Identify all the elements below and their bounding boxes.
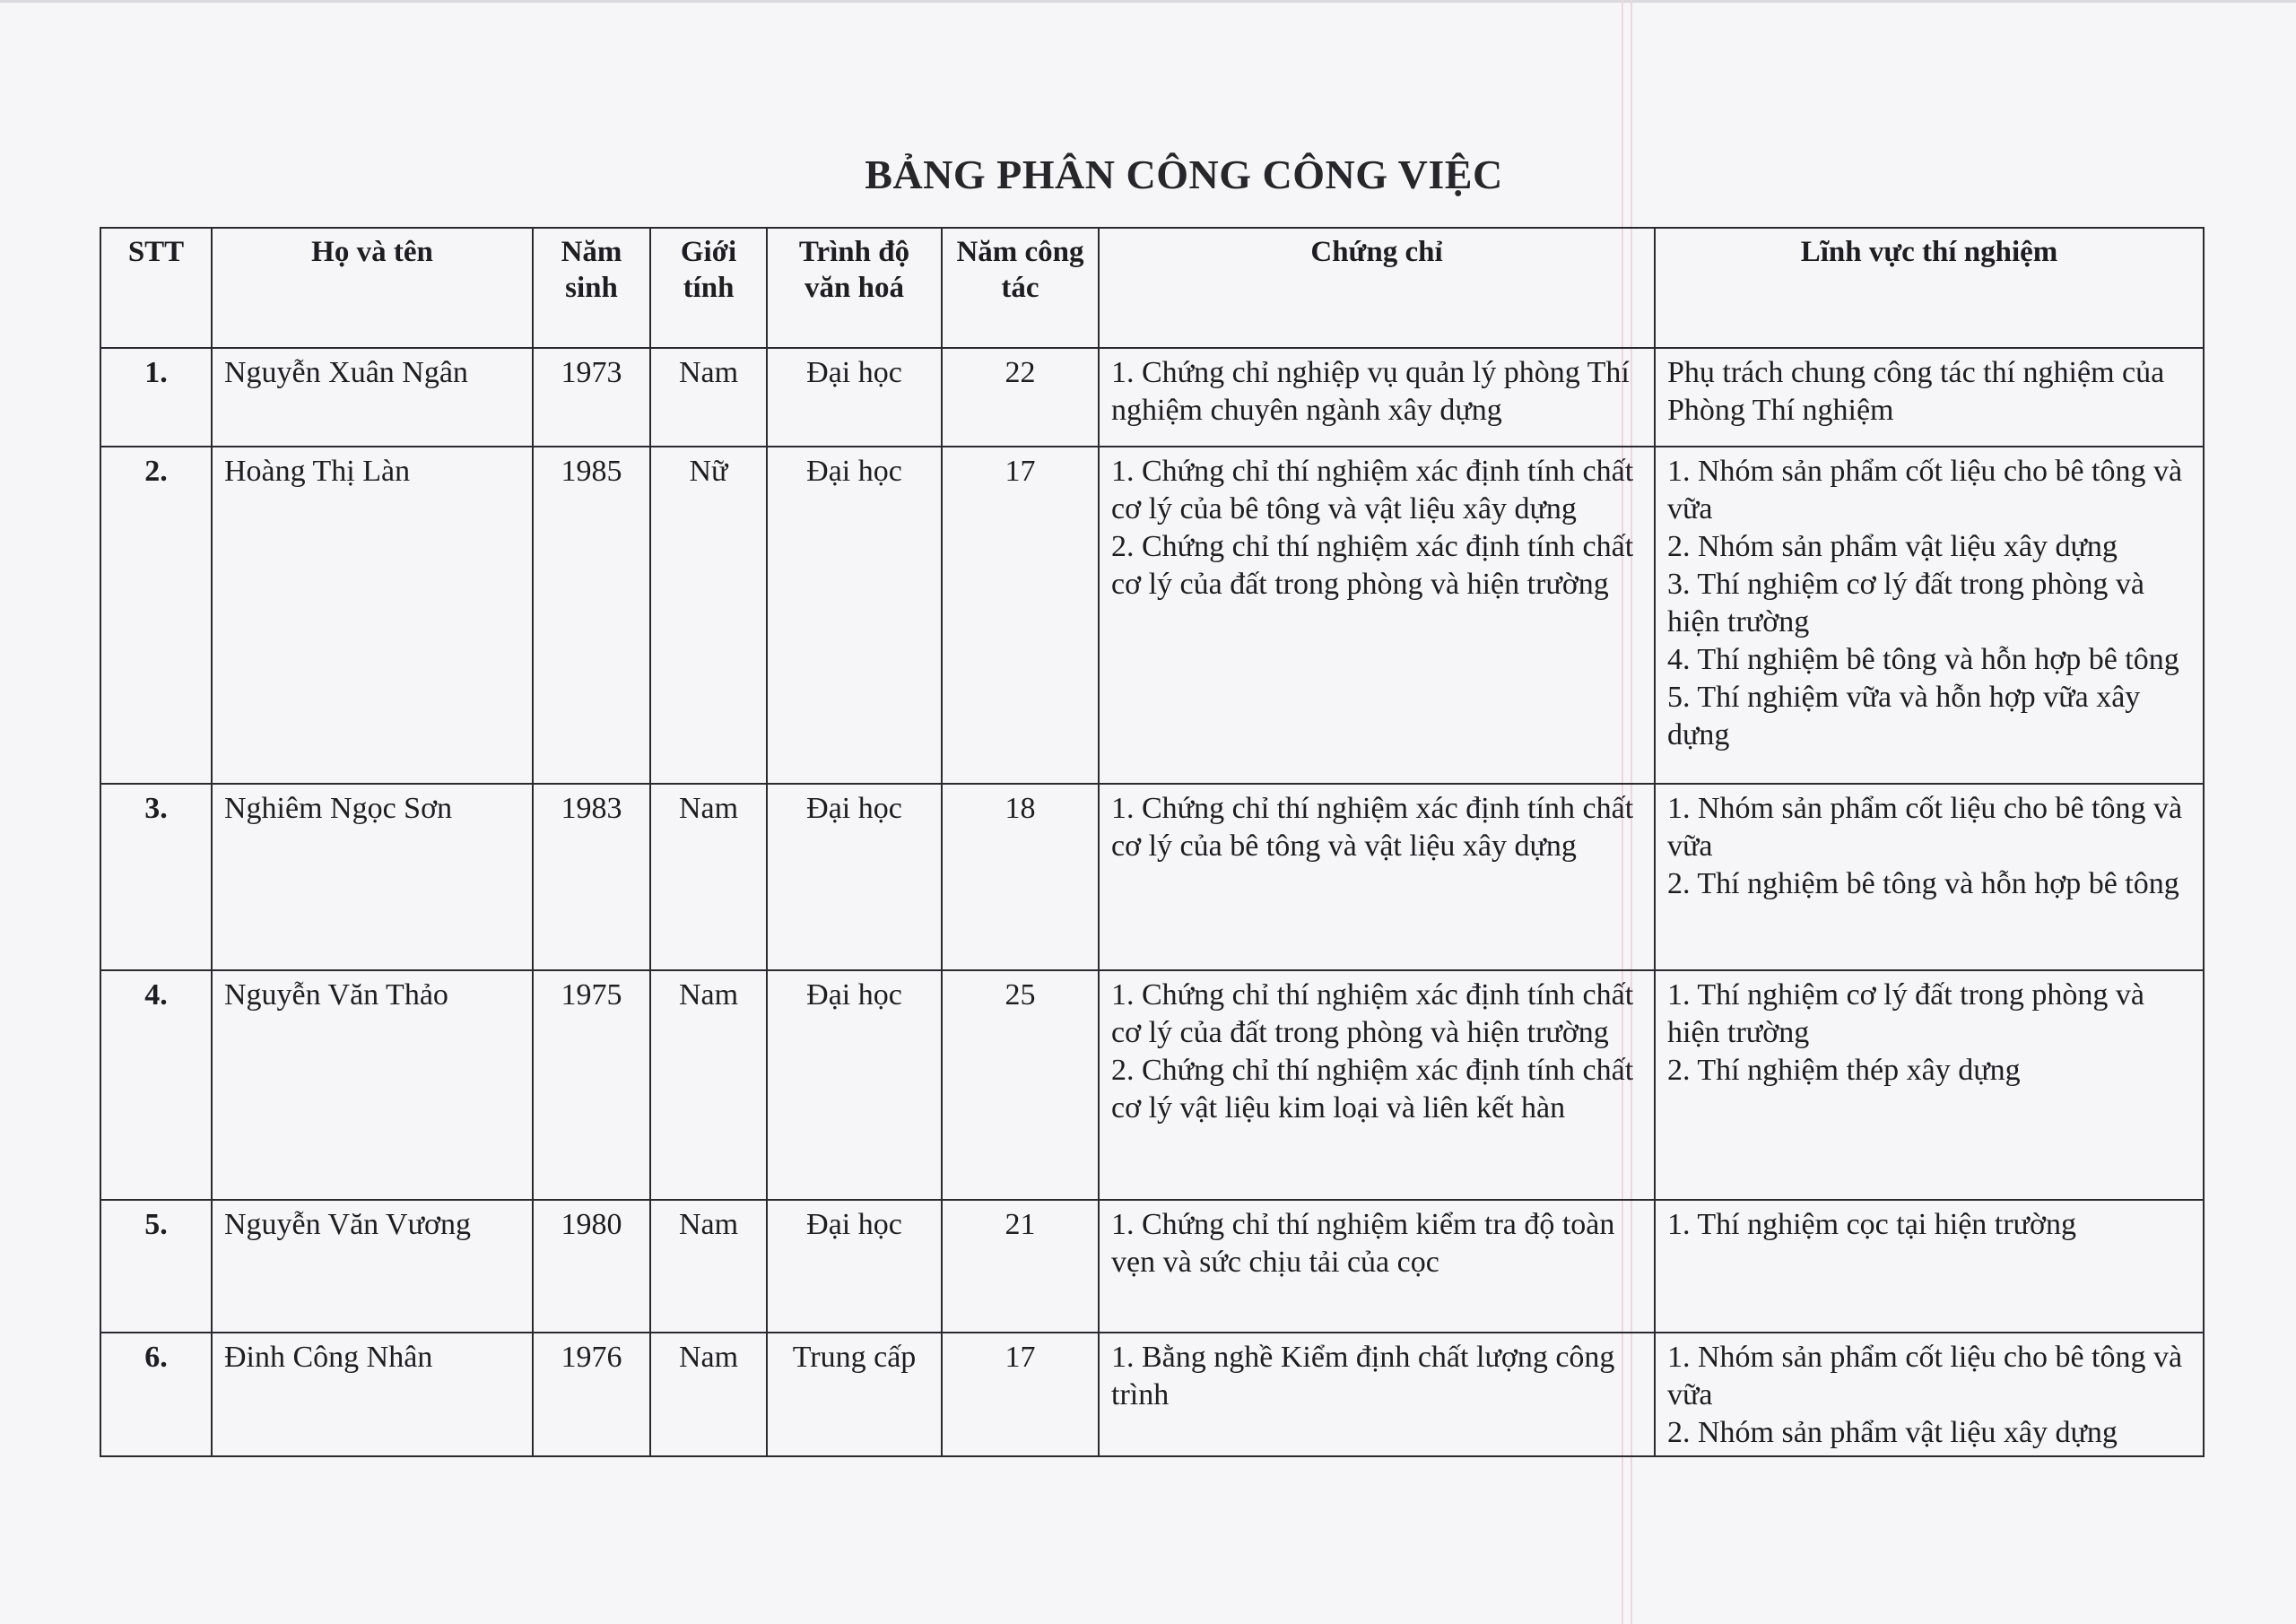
header-certificates: Chứng chỉ bbox=[1099, 228, 1655, 348]
cell-name: Nghiêm Ngọc Sơn bbox=[212, 784, 533, 970]
table-header-row bbox=[100, 228, 2204, 348]
cell-stt: 3. bbox=[100, 784, 212, 970]
table-row bbox=[100, 1333, 2204, 1456]
header-name: Họ và tên bbox=[212, 228, 533, 348]
cell-years-of-service: 21 bbox=[942, 1200, 1099, 1333]
certificate-item: 1. Chứng chỉ thí nghiệm kiểm tra độ toàn vẹn và sức chịu tải của cọc bbox=[1111, 1208, 1615, 1279]
cell-gender: Nam bbox=[650, 1200, 767, 1333]
cell-gender: Nam bbox=[650, 348, 767, 447]
cell-gender: Nam bbox=[650, 784, 767, 970]
table-row bbox=[100, 784, 2204, 970]
cell-years-of-service: 22 bbox=[942, 348, 1099, 447]
cell-testing-fields bbox=[1655, 970, 2204, 1200]
cell-education: Đại học bbox=[767, 784, 942, 970]
cell-years-of-service: 17 bbox=[942, 1333, 1099, 1456]
certificate-item: 2. Chứng chỉ thí nghiệm xác định tính chất cơ lý của đất trong phòng và hiện trường bbox=[1111, 530, 1634, 601]
cell-stt: 4. bbox=[100, 970, 212, 1200]
testing-field-item: 2. Nhóm sản phẩm vật liệu xây dựng bbox=[1667, 530, 2118, 563]
document-title: BẢNG PHÂN CÔNG CÔNG VIỆC bbox=[865, 152, 1503, 197]
testing-field-item: 3. Thí nghiệm cơ lý đất trong phòng và hiện trường bbox=[1667, 568, 2144, 638]
cell-name: Nguyễn Xuân Ngân bbox=[212, 348, 533, 447]
header-years-of-service: Năm công tác bbox=[942, 228, 1099, 348]
header-gender: Giới tính bbox=[650, 228, 767, 348]
testing-field-item: 1. Nhóm sản phẩm cốt liệu cho bê tông và vữa bbox=[1667, 792, 2183, 863]
testing-field-item: 1. Nhóm sản phẩm cốt liệu cho bê tông và vữa bbox=[1667, 455, 2183, 525]
page-top-edge bbox=[0, 0, 2296, 3]
cell-birth-year: 1985 bbox=[533, 447, 650, 784]
cell-gender: Nữ bbox=[650, 447, 767, 784]
cell-name: Nguyễn Văn Thảo bbox=[212, 970, 533, 1200]
cell-education: Đại học bbox=[767, 1200, 942, 1333]
cell-birth-year: 1973 bbox=[533, 348, 650, 447]
testing-field-item: Phụ trách chung công tác thí nghiệm của Phòng Thí nghiệm bbox=[1667, 356, 2165, 427]
cell-years-of-service: 18 bbox=[942, 784, 1099, 970]
cell-birth-year: 1980 bbox=[533, 1200, 650, 1333]
cell-stt: 2. bbox=[100, 447, 212, 784]
cell-stt: 1. bbox=[100, 348, 212, 447]
header-stt: STT bbox=[100, 228, 212, 348]
certificate-item: 1. Chứng chỉ thí nghiệm xác định tính chất cơ lý của bê tông và vật liệu xây dựng bbox=[1111, 455, 1634, 525]
cell-stt: 5. bbox=[100, 1200, 212, 1333]
cell-name: Hoàng Thị Làn bbox=[212, 447, 533, 784]
cell-certificates bbox=[1099, 1200, 1655, 1333]
cell-testing-fields bbox=[1655, 447, 2204, 784]
certificate-item: 1. Chứng chỉ thí nghiệm xác định tính chất cơ lý của đất trong phòng và hiện trường bbox=[1111, 978, 1634, 1049]
cell-name: Đinh Công Nhân bbox=[212, 1333, 533, 1456]
cell-name: Nguyễn Văn Vương bbox=[212, 1200, 533, 1333]
cell-education: Đại học bbox=[767, 970, 942, 1200]
cell-birth-year: 1976 bbox=[533, 1333, 650, 1456]
cell-years-of-service: 25 bbox=[942, 970, 1099, 1200]
cell-testing-fields bbox=[1655, 784, 2204, 970]
testing-field-item: 4. Thí nghiệm bê tông và hỗn hợp bê tông bbox=[1667, 643, 2179, 676]
testing-field-item: 1. Thí nghiệm cơ lý đất trong phòng và hiện trường bbox=[1667, 978, 2144, 1049]
cell-certificates bbox=[1099, 970, 1655, 1200]
testing-field-item: 2. Thí nghiệm thép xây dựng bbox=[1667, 1054, 2021, 1087]
header-education: Trình độ văn hoá bbox=[767, 228, 942, 348]
table-row bbox=[100, 1200, 2204, 1333]
cell-birth-year: 1975 bbox=[533, 970, 650, 1200]
testing-field-item: 2. Thí nghiệm bê tông và hỗn hợp bê tông bbox=[1667, 867, 2179, 900]
certificate-item: 1. Chứng chỉ thí nghiệm xác định tính chất cơ lý của bê tông và vật liệu xây dựng bbox=[1111, 792, 1634, 863]
cell-education: Trung cấp bbox=[767, 1333, 942, 1456]
cell-education: Đại học bbox=[767, 348, 942, 447]
cell-certificates bbox=[1099, 447, 1655, 784]
cell-education: Đại học bbox=[767, 447, 942, 784]
cell-certificates bbox=[1099, 1333, 1655, 1456]
table-row bbox=[100, 348, 2204, 447]
cell-testing-fields bbox=[1655, 348, 2204, 447]
cell-testing-fields bbox=[1655, 1200, 2204, 1333]
cell-birth-year: 1983 bbox=[533, 784, 650, 970]
cell-testing-fields bbox=[1655, 1333, 2204, 1456]
testing-field-item: 1. Thí nghiệm cọc tại hiện trường bbox=[1667, 1208, 2076, 1241]
certificate-item: 2. Chứng chỉ thí nghiệm xác định tính chất cơ lý vật liệu kim loại và liên kết hàn bbox=[1111, 1054, 1634, 1125]
table-row bbox=[100, 447, 2204, 784]
header-testing-fields: Lĩnh vực thí nghiệm bbox=[1655, 228, 2204, 348]
assignment-table bbox=[100, 227, 2205, 1457]
testing-field-item: 5. Thí nghiệm vữa và hỗn hợp vữa xây dựng bbox=[1667, 681, 2141, 751]
testing-field-item: 2. Nhóm sản phẩm vật liệu xây dựng bbox=[1667, 1416, 2118, 1449]
header-birth-year: Năm sinh bbox=[533, 228, 650, 348]
cell-certificates bbox=[1099, 348, 1655, 447]
cell-certificates bbox=[1099, 784, 1655, 970]
testing-field-item: 1. Nhóm sản phẩm cốt liệu cho bê tông và vữa bbox=[1667, 1341, 2183, 1411]
cell-gender: Nam bbox=[650, 1333, 767, 1456]
table-row bbox=[100, 970, 2204, 1200]
cell-gender: Nam bbox=[650, 970, 767, 1200]
cell-years-of-service: 17 bbox=[942, 447, 1099, 784]
cell-stt: 6. bbox=[100, 1333, 212, 1456]
certificate-item: 1. Chứng chỉ nghiệp vụ quản lý phòng Thí nghiệm chuyên ngành xây dựng bbox=[1111, 356, 1630, 427]
certificate-item: 1. Bằng nghề Kiểm định chất lượng công trình bbox=[1111, 1341, 1615, 1411]
